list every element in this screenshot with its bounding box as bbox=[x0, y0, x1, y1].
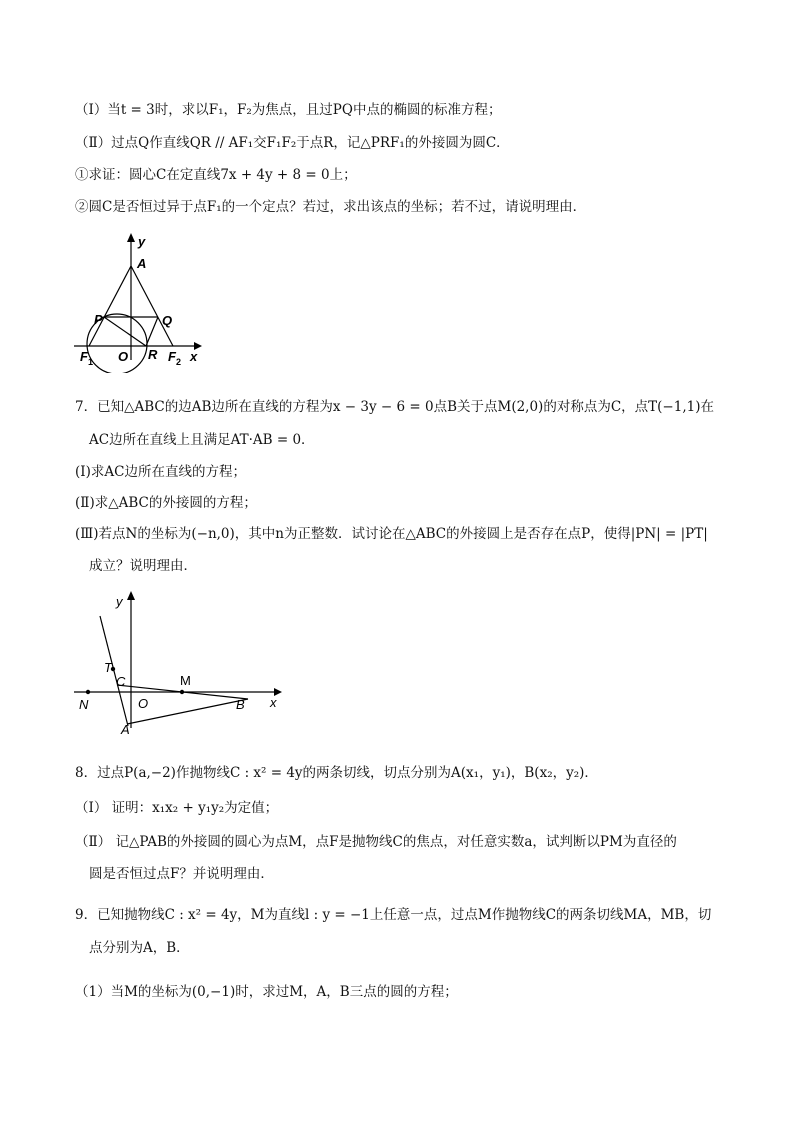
segment-qr bbox=[146, 317, 158, 346]
problem7-part1: (Ⅰ)求AC边所在直线的方程； bbox=[75, 464, 246, 480]
problem6-item1: ①求证：圆心C在定直线7x + 4y + 8 = 0上； bbox=[75, 167, 357, 183]
label-f1: F bbox=[80, 349, 88, 364]
figure-problem7 bbox=[70, 588, 290, 738]
label-a: A bbox=[121, 722, 130, 737]
label-x: x bbox=[270, 695, 277, 710]
problem9-statement: 9．已知抛物线C : x² = 4y，M为直线l : y = −1上任意一点，过点M作抛物线C的两条切线MA，MB，切 bbox=[75, 907, 712, 923]
problem9-statement-cont: 点分别为A，B． bbox=[89, 940, 190, 956]
problem8-statement: 8．过点P(a,−2)作抛物线C : x² = 4y的两条切线，切点分别为A(x₁，y₁)，B(x₂，y₂)． bbox=[75, 765, 598, 781]
problem6-part2: （Ⅱ）过点Q作直线QR // AF₁交F₁F₂于点R，记△PRF₁的外接圆为圆C． bbox=[75, 135, 510, 151]
segment-pr bbox=[104, 317, 146, 346]
point-m bbox=[180, 690, 184, 694]
line-af1 bbox=[89, 266, 131, 346]
problem8-part2: （Ⅱ） 记△PAB的外接圆的圆心为点M，点F是抛物线C的焦点，对任意实数a，试判断以PM为直径的 bbox=[75, 834, 677, 850]
label-m: M bbox=[180, 673, 191, 688]
label-r: R bbox=[148, 347, 158, 362]
label-f2-sub: 2 bbox=[176, 357, 182, 367]
problem8-part2-cont: 圆是否恒过点F？并说明理由． bbox=[89, 866, 274, 882]
problem7-part3-cont: 成立？说明理由． bbox=[89, 558, 197, 574]
problem6-item2: ②圆C是否恒过异于点F₁的一个定点？若过，求出该点的坐标；若不过，请说明理由． bbox=[75, 199, 587, 215]
point-n bbox=[86, 690, 90, 694]
label-f1-sub: 1 bbox=[88, 357, 94, 367]
problem8-part1: （Ⅰ） 证明：x₁x₂ + y₁y₂为定值； bbox=[75, 800, 279, 816]
label-y: y bbox=[138, 234, 146, 249]
y-axis-arrow bbox=[127, 591, 135, 600]
label-c: C bbox=[116, 674, 126, 689]
label-a: A bbox=[137, 256, 147, 271]
label-o: O bbox=[138, 696, 149, 711]
label-p: P bbox=[94, 312, 103, 327]
label-o: O bbox=[118, 349, 129, 364]
label-q: Q bbox=[162, 313, 173, 328]
label-t: T bbox=[104, 660, 112, 675]
figure-problem6 bbox=[72, 228, 207, 373]
line-af2 bbox=[131, 266, 173, 346]
problem7-statement: 7．已知△ABC的边AB边所在直线的方程为x − 3y − 6 = 0点B关于点M(2,0)的对称点为C，点T(−1,1)在 bbox=[75, 399, 714, 415]
label-y: y bbox=[116, 594, 123, 609]
y-axis-arrow bbox=[127, 233, 135, 242]
problem9-part1: （1）当M的坐标为(0,−1)时，求过M，A，B三点的圆的方程； bbox=[75, 984, 458, 1000]
problem7-statement-cont: AC边所在直线上且满足AT·AB = 0． bbox=[89, 432, 315, 448]
problem7-part3: (Ⅲ)若点N的坐标为(−n,0)，其中n为正整数．试讨论在△ABC的外接圆上是否存在点P，使得|PN| = |PT| bbox=[75, 526, 708, 542]
problem7-part2: (Ⅱ)求△ABC的外接圆的方程； bbox=[75, 495, 257, 511]
problem6-part1: （Ⅰ）当t = 3时，求以F₁，F₂为焦点，且过PQ中点的椭圆的标准方程； bbox=[75, 102, 502, 118]
label-x: x bbox=[190, 349, 198, 364]
label-n: N bbox=[79, 697, 89, 712]
label-f2: F bbox=[168, 349, 176, 364]
label-b: B bbox=[236, 697, 245, 712]
